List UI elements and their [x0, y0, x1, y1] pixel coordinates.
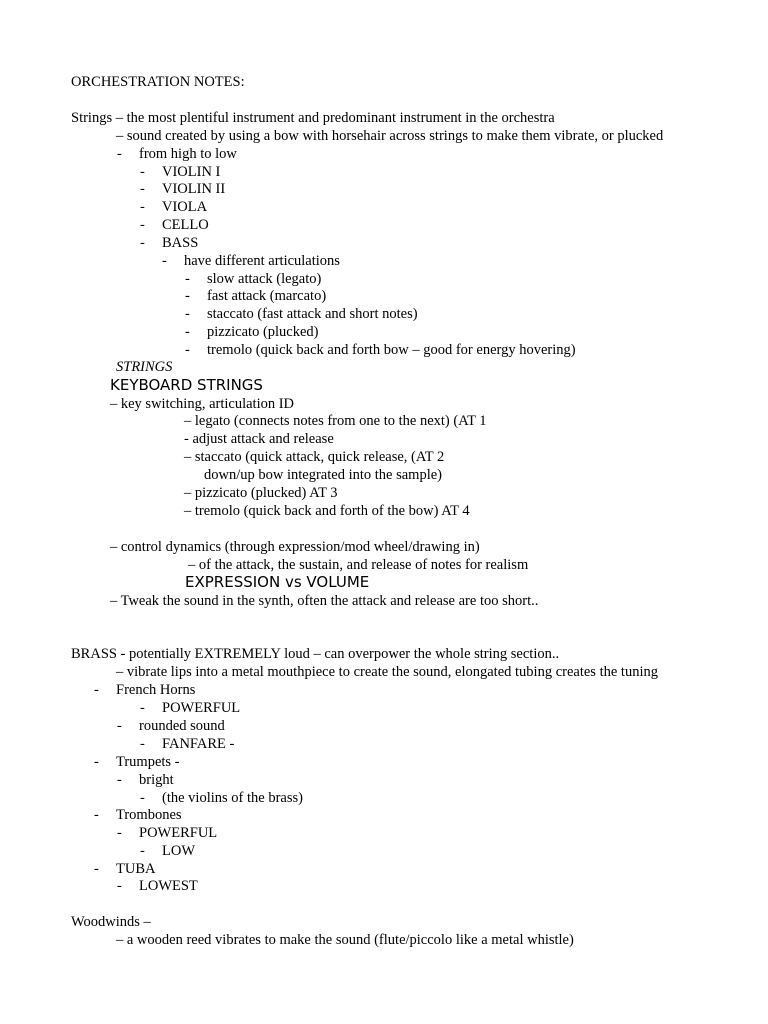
bullet: -: [117, 718, 122, 734]
list-item: POWERFUL: [139, 825, 218, 841]
bullet: -: [117, 772, 122, 788]
bullet: -: [94, 682, 99, 698]
list-item: FANFARE -: [162, 736, 235, 752]
bullet: -: [140, 843, 145, 859]
list-item: French Horns: [116, 682, 196, 698]
bullet: -: [94, 861, 99, 877]
list-item: Trombones: [116, 807, 182, 823]
bullet: -: [140, 700, 145, 716]
brass-line: – vibrate lips into a metal mouthpiece to create the sound, elongated tubing creates the tuning: [116, 664, 658, 680]
bullet: -: [140, 181, 145, 197]
list-item: slow attack (legato): [207, 271, 322, 287]
list-item: bright: [139, 772, 174, 788]
bullet: -: [140, 164, 145, 180]
list-item: staccato (fast attack and short notes): [207, 306, 418, 322]
list-item: have different articulations: [184, 253, 340, 269]
woodwinds-line: – a wooden reed vibrates to make the sound (flute/piccolo like a metal whistle): [116, 932, 574, 948]
list-item: (the violins of the brass): [162, 790, 303, 806]
list-item: TUBA: [116, 861, 156, 877]
dynamics-line: – control dynamics (through expression/mod wheel/drawing in): [110, 539, 480, 555]
list-item: pizzicato (plucked): [207, 324, 319, 340]
list-item: fast attack (marcato): [207, 288, 327, 304]
brass-heading: BRASS - potentially EXTREMELY loud – can overpower the whole string section..: [71, 646, 560, 662]
bullet: -: [140, 199, 145, 215]
dynamics-subline: – of the attack, the sustain, and release of notes for realism: [188, 557, 529, 573]
bullet: -: [94, 807, 99, 823]
bullet: -: [185, 306, 190, 322]
expression-heading: EXPRESSION vs VOLUME: [185, 573, 370, 591]
keyboard-item: - adjust attack and release: [184, 431, 334, 447]
list-item: BASS: [162, 235, 199, 251]
bullet: -: [185, 271, 190, 287]
bullet: -: [140, 217, 145, 233]
list-item: VIOLIN I: [162, 164, 221, 180]
doc-title: ORCHESTRATION NOTES:: [71, 74, 245, 90]
strings-heading: Strings – the most plentiful instrument and predominant instrument in the orchestra: [71, 110, 555, 126]
keyboard-item: – legato (connects notes from one to the next) (AT 1: [184, 413, 487, 429]
tweak-line: – Tweak the sound in the synth, often the attack and release are too short..: [110, 593, 539, 609]
woodwinds-heading: Woodwinds –: [71, 914, 151, 930]
list-item: VIOLIN II: [162, 181, 226, 197]
strings-italic-label: STRINGS: [116, 359, 173, 375]
bullet: -: [117, 146, 122, 162]
bullet: -: [117, 878, 122, 894]
list-item: from high to low: [139, 146, 237, 162]
bullet: -: [140, 736, 145, 752]
bullet: -: [185, 324, 190, 340]
list-item: VIOLA: [162, 199, 208, 215]
list-item: LOW: [162, 843, 196, 859]
list-item: CELLO: [162, 217, 209, 233]
bullet: -: [117, 825, 122, 841]
keyboard-item: down/up bow integrated into the sample): [204, 467, 442, 483]
bullet: -: [140, 235, 145, 251]
list-item: POWERFUL: [162, 700, 241, 716]
bullet: -: [140, 790, 145, 806]
bullet: -: [162, 253, 167, 269]
bullet: -: [94, 754, 99, 770]
keyboard-item: – tremolo (quick back and forth of the bow) AT 4: [184, 503, 470, 519]
list-item: LOWEST: [139, 878, 198, 894]
keyboard-strings-heading: KEYBOARD STRINGS: [110, 376, 263, 394]
list-item: rounded sound: [139, 718, 225, 734]
keyboard-item: – staccato (quick attack, quick release, (AT 2: [184, 449, 445, 465]
strings-line: – sound created by using a bow with horsehair across strings to make them vibrate, or plucked: [116, 128, 664, 144]
bullet: -: [185, 342, 190, 358]
list-item: tremolo (quick back and forth bow – good for energy hovering): [207, 342, 576, 358]
bullet: -: [185, 288, 190, 304]
list-item: Trumpets -: [116, 754, 180, 770]
keyboard-line: – key switching, articulation ID: [110, 396, 295, 412]
keyboard-item: – pizzicato (plucked) AT 3: [184, 485, 338, 501]
